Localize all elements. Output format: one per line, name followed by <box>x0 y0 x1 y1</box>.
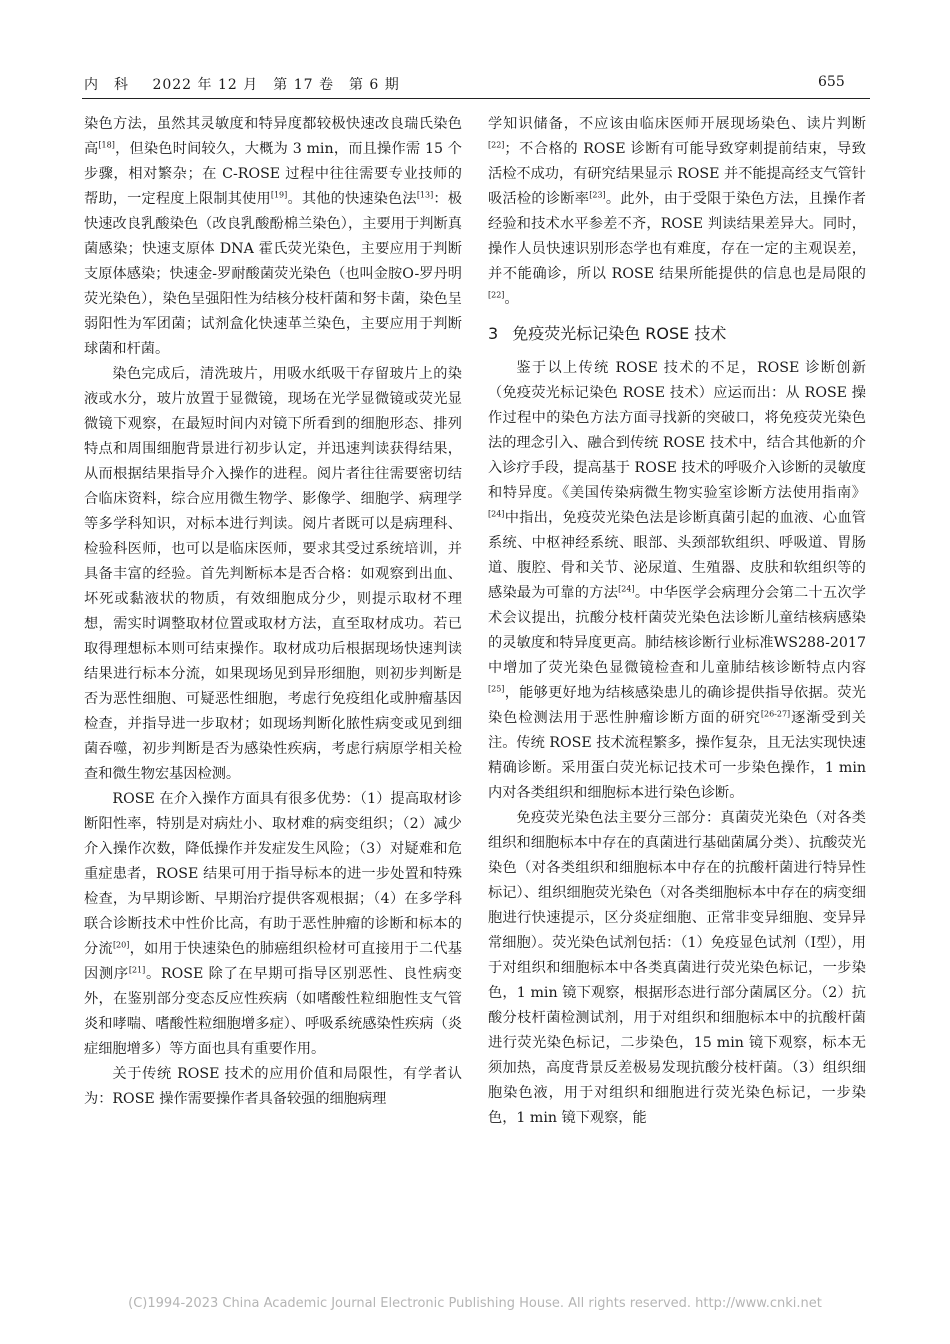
running-head <box>84 74 418 94</box>
citation[interactable]: [24] <box>488 509 505 519</box>
paragraph: ROSE 在介入操作方面具有很多优势：（1）提高取材诊断阳性率，特别是对病灶小、取材难的病变组织；（2）减少介入操作次数，降低操作并发症发生风险；（3）对疑难和危重症患者，ROSE 结果可用于指导标本的进一步处置和特殊检查，为早期诊断、早期治疗提供客观根据；（4）在多学科联合诊断技术中性价比高，有助于恶性肿瘤的诊断和标本的分流[20]，如用于快速染色的肺癌组织检材可直接用于二代基因测序[21]。ROSE 除了在早期可指导区别恶性、良性病变外，在鉴别部分变态反应性疾病（如嗜酸性粒细胞性支气管炎和哮喘、嗜酸性粒细胞增多症）、呼吸系统感染性疾病（炎症细胞增多）等方面也具有重要作用。 <box>84 791 462 1057</box>
paragraph: 免疫荧光染色法主要分三部分：真菌荧光染色（对各类组织和细胞标本中存在的真菌进行基础菌属分类）、抗酸荧光染色（对各类组织和细胞标本中存在的抗酸杆菌进行特异性标记）、组织细胞荧光染色（对各类细胞标本中存在的病变细胞进行快速提示，区分炎症细胞、正常非变异细胞、变异异常细胞）。荧光染色试剂包括：（1）免疫显色试剂（Ⅰ型），用于对组织和细胞标本中各类真菌进行荧光染色标记，一步染色，1 min 镜下观察，根据形态进行部分菌属区分。（2）抗酸分枝杆菌检测试剂，用于对组织和细胞标本中的抗酸杆菌进行荧光染色标记，二步染色，15 min 镜下观察，标本无须加热，高度背景反差极易发现抗酸分枝杆菌。（3）组织细胞染色液，用于对组织和细胞进行荧光染色标记，一步染色，1 min 镜下观察，能 <box>488 810 866 1126</box>
right-column <box>488 112 866 1131</box>
left-column <box>84 112 462 1112</box>
citation[interactable]: [19] <box>270 190 288 200</box>
section-number: 3 <box>488 324 499 343</box>
citation[interactable]: [24] <box>618 584 635 594</box>
page-number: 655 <box>818 74 845 90</box>
citation[interactable]: [26-27] <box>760 709 791 719</box>
paragraph: 关于传统 ROSE 技术的应用价值和局限性，有学者认为：ROSE 操作需要操作者具备较强的细胞病理 <box>84 1066 462 1107</box>
paragraph: 学知识储备，不应该由临床医师开展现场染色、读片判断[22]；不合格的 ROSE 诊断有可能导致穿刺提前结束，导致活检不成功，有研究结果显示 ROSE 并不能提高经支气管针吸活检的诊断率[23]。此外，由于受限于染色方法，且操作者经验和技术水平参差不齐，ROSE 判读结果差异大。同时，操作人员快速识别形态学也有难度，存在一定的主观误差，并不能确诊，所以 ROSE 结果所能提供的信息也是局限的[22]。 <box>488 116 866 307</box>
citation[interactable]: [13] <box>416 190 434 200</box>
citation[interactable]: [23] <box>589 190 606 200</box>
section-heading <box>488 320 866 348</box>
issue-info: 2022 年 12 月 第 17 卷 第 6 期 <box>152 77 400 93</box>
citation[interactable]: [22] <box>488 290 505 300</box>
citation[interactable]: [18] <box>98 140 115 150</box>
citation[interactable]: [20] <box>112 940 130 950</box>
citation[interactable]: [25] <box>488 684 505 694</box>
paragraph: 染色完成后，清洗玻片，用吸水纸吸干存留玻片上的染液或水分，玻片放置于显微镜，现场在光学显微镜或荧光显微镜下观察，在最短时间内对镜下所看到的细胞形态、排列特点和周围细胞背景进行初步认定，并迅速判读获得结果，从而根据结果指导介入操作的进程。阅片者往往需要密切结合临床资料，综合应用微生物学、影像学、细胞学、病理学等多学科知识，对标本进行判读。阅片者既可以是病理科、检验科医师，也可以是临床医师，要求其受过系统培训，并具备丰富的经验。首先判断标本是否合格：如观察到出血、坏死或黏液状的物质，有效细胞成分少，则提示取材不理想，需实时调整取材位置或取材方法，直至取材成功。若已取得理想标本则可结束操作。取材成功后根据现场快速判读结果进行标本分流，如果现场见到异形细胞，则初步判断是否为恶性细胞、可疑恶性细胞，考虑行免疫组化或肿瘤基因检查，并指导进一步取材；如现场判断化脓性病变或见到细菌吞噬，初步判断是否为感染性疾病，考虑行病原学相关检查和微生物宏基因检测。 <box>84 366 462 782</box>
page-header <box>0 0 950 100</box>
journal-name: 内 科 <box>84 77 129 93</box>
header-rule <box>82 98 870 99</box>
citation[interactable]: [22] <box>488 140 505 150</box>
paragraph: 鉴于以上传统 ROSE 技术的不足，ROSE 诊断创新（免疫荧光标记染色 ROSE 技术）应运而出：从 ROSE 操作过程中的染色方法方面寻找新的突破口，将免疫荧光染色法的理念引入、融合到传统 ROSE 技术中，结合其他新的介入诊疗手段，提高基于 ROSE 技术的呼吸介入诊断的灵敏度和特异度。《美国传染病微生物实验室诊断方法使用指南》[24]中指出，免疫荧光染色法是诊断真菌引起的血液、心血管系统、中枢神经系统、眼部、头颈部软组织、呼吸道、胃肠道、腹腔、骨和关节、泌尿道、生殖器、皮肤和软组织等的感染最为可靠的方法[24]。中华医学会病理分会第二十五次学术会议提出，抗酸分枝杆菌荧光染色法诊断儿童结核病感染的灵敏度和特异度更高。肺结核诊断行业标准WS288-2017 中增加了荧光染色显微镜检查和儿童肺结核诊断特点内容[25]，能够更好地为结核感染患儿的确诊提供指导依据。荧光染色检测法用于恶性肿瘤诊断方面的研究[26-27]逐渐受到关注。传统 ROSE 技术流程繁多，操作复杂，且无法实现快速精确诊断。采用蛋白荧光标记技术可一步染色操作，1 min 内对各类组织和细胞标本进行染色诊断。 <box>488 360 866 801</box>
paragraph: 染色方法，虽然其灵敏度和特异度都较极快速改良瑞氏染色高[18]，但染色时间较久，大概为 3 min，而且操作需 15 个步骤，相对繁杂；在 C-ROSE 过程中往往需要专业技师的帮助，一定程度上限制其使用[19]。其他的快速染色法[13]：极快速改良乳酸染色（改良乳酸酚棉兰染色），主要用于判断真菌感染；快速支原体 DNA 霍氏荧光染色，主要应用于判断支原体感染；快速金-罗耐酸菌荧光染色（也叫金胺O-罗丹明荧光染色），染色呈强阳性为结核分枝杆菌和努卡菌，染色呈弱阳性为军团菌；试剂盒化快速革兰染色，主要应用于判断球菌和杆菌。 <box>84 116 462 357</box>
section-title: 免疫荧光标记染色 ROSE 技术 <box>512 324 727 343</box>
copyright-footer: (C)1994-2023 China Academic Journal Electronic Publishing House. All rights reserved. http://www.cnki.net <box>128 1296 822 1311</box>
citation[interactable]: [21] <box>128 965 146 975</box>
